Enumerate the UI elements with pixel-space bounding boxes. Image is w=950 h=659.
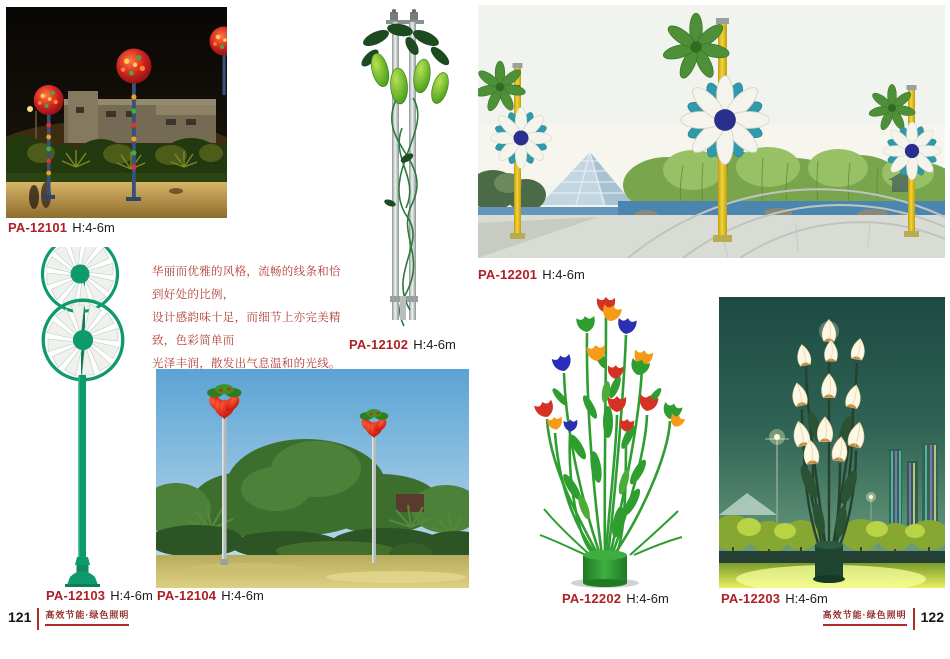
product-spec: H:4-6m	[72, 220, 115, 235]
product-label-pa-12202	[562, 591, 669, 606]
night-flowerball-scene	[6, 7, 227, 218]
product-label-pa-12201	[478, 267, 585, 282]
photo-pa-12101	[6, 7, 227, 218]
day-chili-scene	[156, 369, 469, 588]
illustration-pa-12202	[520, 297, 700, 589]
photo-pa-12203	[719, 297, 945, 588]
footer-underline	[45, 624, 129, 626]
product-spec: H:4-6m	[413, 337, 456, 352]
product-spec: H:4-6m	[110, 588, 153, 603]
footer-slogan-left: 高效节能·绿色照明	[45, 610, 130, 620]
product-spec: H:4-6m	[626, 591, 669, 606]
mango-vine-pole	[350, 8, 462, 333]
product-code: PA-12103	[46, 588, 106, 603]
description-line-3: 光泽丰润，散发出气息温和的光线。	[152, 358, 341, 370]
windmill-wheel-pole	[28, 247, 145, 588]
illustration-pa-12103	[28, 247, 145, 588]
description-line-2: 设计感韵味十足，而细节上亦完美精致，色彩简单而	[152, 312, 341, 347]
footer-right	[823, 608, 944, 630]
description-line-1: 华丽而优雅的风格，流畅的线条和恰到好处的比例，	[152, 266, 341, 301]
footer-underline	[823, 624, 907, 626]
product-label-pa-12102	[349, 337, 456, 352]
product-code: PA-12201	[478, 267, 538, 282]
photo-pa-12104	[156, 369, 469, 588]
tulip-flower-tree	[520, 297, 700, 589]
illustration-pa-12102	[350, 8, 462, 333]
page-number-right: 122	[920, 609, 944, 625]
page-number-left: 121	[8, 609, 32, 625]
product-label-pa-12103	[46, 588, 153, 603]
product-label-pa-12203	[721, 591, 828, 606]
description-paragraph	[152, 261, 342, 376]
product-spec: H:4-6m	[542, 267, 585, 282]
night-magnolia-scene	[719, 297, 945, 588]
footer-divider	[37, 608, 39, 630]
footer-left	[8, 608, 129, 630]
product-code: PA-12101	[8, 220, 68, 235]
product-spec: H:4-6m	[221, 588, 264, 603]
product-label-pa-12104	[157, 588, 264, 603]
product-code: PA-12102	[349, 337, 409, 352]
product-code: PA-12203	[721, 591, 781, 606]
product-code: PA-12202	[562, 591, 622, 606]
product-spec: H:4-6m	[785, 591, 828, 606]
footer-divider	[913, 608, 915, 630]
plaza-windmill-scene	[478, 5, 945, 258]
footer-slogan-right: 高效节能·绿色照明	[822, 610, 907, 620]
photo-pa-12201	[478, 5, 945, 258]
product-label-pa-12101	[8, 220, 115, 235]
product-code: PA-12104	[157, 588, 217, 603]
